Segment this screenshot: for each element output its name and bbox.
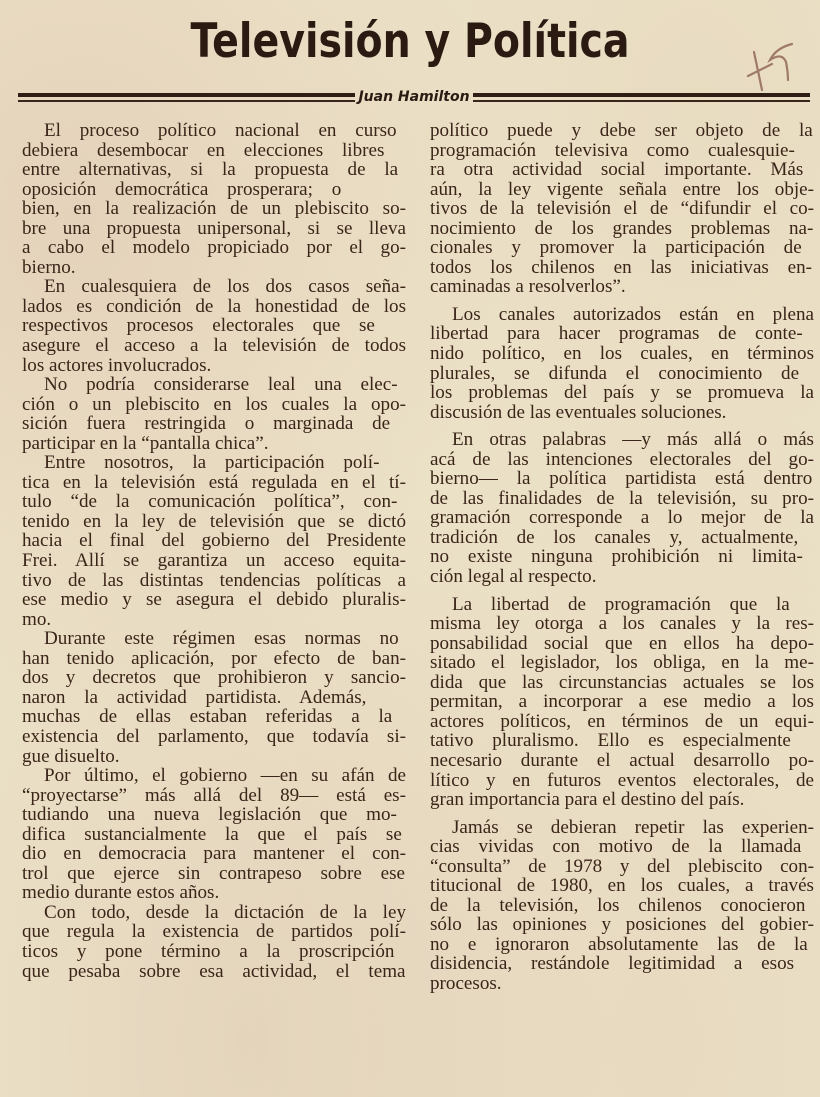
text-line <box>22 903 406 923</box>
text-line <box>430 277 814 297</box>
text-line-content: medio durante estos años. <box>22 883 220 903</box>
text-line-content: lítico y en futuros eventos electorales, de <box>430 770 814 791</box>
text-line <box>430 160 814 180</box>
text-line <box>22 707 406 727</box>
text-line <box>22 531 406 551</box>
text-line-content: gue disuelto. <box>22 746 120 767</box>
text-line <box>430 238 814 258</box>
text-line-content: tica en la televisión está regulada en el tí- <box>22 472 406 493</box>
byline-rule-right <box>473 92 810 102</box>
text-line-content: En cualesquiera de los dos casos seña- <box>44 277 406 297</box>
article-paragraph <box>22 277 406 375</box>
text-line-content: respectivos procesos electorales que se <box>22 316 375 337</box>
text-line-content: muchas de ellas estaban referidas a la <box>22 707 393 727</box>
text-line-content: sólo las opiniones y posiciones del gobier- <box>430 915 814 935</box>
text-line-content: tativo pluralismo. Ello es especialmente <box>430 731 791 751</box>
text-line <box>430 857 814 877</box>
text-line-content: “proyectarse” más allá del 89— está es- <box>22 785 406 806</box>
text-line <box>430 673 814 693</box>
text-line <box>430 896 814 916</box>
byline-rule-left <box>18 92 355 102</box>
text-line-content: bre una propuesta unipersonal, si se lleva <box>22 218 406 239</box>
text-line <box>22 121 406 141</box>
text-line <box>22 434 406 454</box>
text-line <box>22 629 406 649</box>
text-line-content: tudiando una nueva legislación que mo- <box>22 805 397 825</box>
text-line-content: no e ignoraron absolutamente las de la <box>430 934 808 955</box>
text-line <box>22 649 406 669</box>
byline-row <box>18 86 810 108</box>
text-line-content: debiera desembocar en elecciones libres <box>22 140 385 161</box>
text-line <box>22 786 406 806</box>
text-line-content: nocimiento de los grandes problemas na- <box>430 218 814 239</box>
article-headline: Televisión y Política <box>190 14 630 69</box>
article-paragraph <box>22 629 406 766</box>
text-line <box>22 375 406 395</box>
text-line <box>22 512 406 532</box>
text-line-content: ese medio y se asegura el debido pluralis- <box>22 590 406 610</box>
text-line-content: permitan, a incorporar a ese medio a los <box>430 692 814 712</box>
text-line-content: tulo “de la comunicación política”, con- <box>22 492 398 512</box>
text-line <box>430 935 814 955</box>
text-line-content: naron la actividad partidista. Además, <box>22 687 367 708</box>
text-line <box>430 219 814 239</box>
text-line <box>430 489 814 509</box>
text-line <box>22 610 406 630</box>
text-line-content: misma ley otorga a los canales y la res- <box>430 614 814 634</box>
text-line <box>22 571 406 591</box>
text-line-content: cias vividas con motivo de la llamada <box>430 837 802 857</box>
text-line-content: político puede y debe ser objeto de la <box>430 121 813 141</box>
text-line-content: existencia del parlamento, que todavía si- <box>22 726 406 747</box>
text-line <box>22 825 406 845</box>
text-line <box>430 344 814 364</box>
article-paragraph <box>22 766 406 903</box>
text-line <box>22 962 406 982</box>
text-line <box>430 547 814 567</box>
text-line <box>22 766 406 786</box>
text-line-content: programación televisiva como cualesquie- <box>430 140 795 161</box>
text-line <box>430 199 814 219</box>
text-line <box>22 199 406 219</box>
text-line <box>430 567 814 587</box>
text-line <box>22 864 406 884</box>
text-line-content: ponsabilidad social que en ellos ha depo- <box>430 633 814 654</box>
text-line-content: Con todo, desde la dictación de la ley <box>44 902 406 923</box>
text-line-content: Por último, el gobierno —en su afán de <box>44 766 406 786</box>
text-line-content: los actores involucrados. <box>22 355 212 376</box>
text-line-content: mo. <box>22 609 52 630</box>
text-line <box>430 430 814 450</box>
text-line-content: tenido en la ley de televisión que se dictó <box>22 511 406 532</box>
text-line-content: gran importancia para el destino del país. <box>430 790 745 810</box>
text-line-content: hacia el final del gobierno del Presidente <box>22 531 406 552</box>
text-line <box>430 915 814 935</box>
text-line <box>22 590 406 610</box>
text-line-content: bierno— la política partidista está dentro <box>430 469 813 489</box>
text-line-content: Los canales autorizados están en plena <box>452 304 814 325</box>
text-line <box>22 414 406 434</box>
text-line-content: dio en democracia para mantener el con- <box>22 844 406 864</box>
text-line <box>430 974 814 994</box>
text-line <box>430 528 814 548</box>
text-line-content: participar en la “pantalla chica”. <box>22 433 269 454</box>
text-line-content: Jamás se debieran repetir las experien- <box>452 817 814 838</box>
text-line-content: ción o un plebiscito en los cuales la opo- <box>22 394 406 415</box>
text-line <box>430 751 814 771</box>
text-line-content: trol que ejerce sin contrapeso sobre ese <box>22 863 406 884</box>
text-line <box>430 403 814 423</box>
text-line-content: acá de las intenciones electorales del go- <box>430 449 814 470</box>
text-line <box>430 818 814 838</box>
text-line <box>22 805 406 825</box>
handwritten-annotation-mark <box>740 40 800 92</box>
text-line-content: asegure el acceso a la televisión de todos <box>22 336 406 356</box>
text-line-content: tivos de la televisión el de “difundir el co- <box>430 199 814 219</box>
text-line <box>22 160 406 180</box>
text-line <box>22 942 406 962</box>
text-line <box>22 922 406 942</box>
text-line <box>22 668 406 688</box>
text-line <box>22 238 406 258</box>
text-line-content: Durante este régimen esas normas no <box>44 629 399 649</box>
article-column-right <box>430 121 814 994</box>
text-line <box>22 141 406 161</box>
text-line <box>430 837 814 857</box>
text-line-content: entre alternativas, si la propuesta de la <box>22 160 399 180</box>
text-line-content: sición fuera restringida o marginada de <box>22 414 391 434</box>
text-line-content: todos los chilenos en las iniciativas en- <box>430 257 813 278</box>
text-line <box>22 551 406 571</box>
text-line <box>22 277 406 297</box>
text-line-content: actores políticos, en términos de un equi- <box>430 711 814 732</box>
text-line <box>430 508 814 528</box>
text-line <box>22 219 406 239</box>
text-line <box>430 469 814 489</box>
text-line <box>430 258 814 278</box>
text-line <box>430 876 814 896</box>
text-line <box>22 453 406 473</box>
text-line <box>430 790 814 810</box>
text-line <box>430 450 814 470</box>
text-line <box>430 954 814 974</box>
text-line-content: sitado el legislador, los obliga, en la me- <box>430 653 814 673</box>
text-line <box>430 383 814 403</box>
text-line-content: Entre nosotros, la participación polí- <box>44 453 380 473</box>
text-line <box>430 712 814 732</box>
text-line <box>430 324 814 344</box>
article-paragraph <box>430 818 814 994</box>
text-line-content: El proceso político nacional en curso <box>44 121 397 141</box>
text-line <box>22 492 406 512</box>
text-line-content: lados es condición de la honestidad de los <box>22 296 406 317</box>
text-line-content: bien, en la realización de un plebiscito so- <box>22 199 406 219</box>
text-line-content: “consulta” de 1978 y del plebiscito con- <box>430 856 814 877</box>
text-line <box>430 595 814 615</box>
text-line-content: dos y decretos que prohibieron y sancio- <box>22 668 406 688</box>
text-line <box>22 356 406 376</box>
article-paragraph <box>22 121 406 277</box>
text-line-content: tivo de las distintas tendencias políticas a <box>22 570 406 591</box>
text-line <box>430 692 814 712</box>
text-line <box>22 727 406 747</box>
text-line-content: no existe ninguna prohibición ni limita- <box>430 547 803 568</box>
article-paragraph <box>22 453 406 629</box>
text-line-content: discusión de las eventuales soluciones. <box>430 402 727 423</box>
text-line-content: de las finalidades de la televisión, su pro- <box>430 488 814 509</box>
text-line <box>22 336 406 356</box>
text-line <box>22 883 406 903</box>
text-line-content: necesario durante el actual desarrollo po- <box>430 750 814 771</box>
text-line-content: a cabo el modelo propiciado por el go- <box>22 238 406 258</box>
article-paragraph <box>430 430 814 586</box>
text-line <box>430 121 814 141</box>
text-line <box>22 258 406 278</box>
text-line-content: La libertad de programación que la <box>452 594 790 615</box>
text-line <box>430 180 814 200</box>
text-line-content: bierno. <box>22 257 76 278</box>
text-line <box>430 771 814 791</box>
article-paragraph <box>430 595 814 810</box>
text-line-content: procesos. <box>430 973 502 994</box>
text-line <box>430 731 814 751</box>
text-line-content: plurales, se difunda el conocimiento de <box>430 363 800 384</box>
author-byline: Juan Hamilton <box>358 89 470 105</box>
article-paragraph <box>430 121 814 297</box>
text-line-content: ra otra actividad social importante. Más <box>430 160 804 180</box>
text-line <box>22 395 406 415</box>
text-line-content: cionales y promover la participación de <box>430 238 802 258</box>
text-line-content: aún, la ley vigente señala entre los obje- <box>430 179 814 200</box>
text-line <box>430 653 814 673</box>
text-line <box>22 316 406 336</box>
text-line-content: nido político, en los cuales, en términos <box>430 344 814 364</box>
text-line <box>430 305 814 325</box>
text-line <box>430 614 814 634</box>
text-line <box>22 297 406 317</box>
article-paragraph <box>22 903 406 981</box>
text-line-content: que pesaba sobre esa actividad, el tema <box>22 961 406 982</box>
text-line-content: titucional de 1980, en los cuales, a través <box>430 876 814 896</box>
text-line-content: ción legal al respecto. <box>430 567 597 587</box>
text-line <box>430 634 814 654</box>
text-line-content: ticos y pone término a la proscripción <box>22 941 395 962</box>
text-line-content: difica sustancialmente la que el país se <box>22 824 402 845</box>
text-line <box>22 844 406 864</box>
article-column-left <box>22 121 406 981</box>
text-line-content: Frei. Allí se garantiza un acceso equita- <box>22 551 406 571</box>
text-line-content: libertad para hacer programas de conte- <box>430 324 803 345</box>
text-line-content: los problemas del país y se promueva la <box>430 383 814 403</box>
text-line-content: disidencia, restándole legitimidad a esos <box>430 954 795 974</box>
text-line-content: No podría considerarse leal una elec- <box>44 375 398 395</box>
text-line-content: dida que las circunstancias actuales se los <box>430 672 814 693</box>
text-line <box>430 364 814 384</box>
text-line-content: caminadas a resolverlos”. <box>430 277 626 297</box>
text-line-content: tradición de los canales y, actualmente, <box>430 527 799 548</box>
text-line <box>430 141 814 161</box>
text-line <box>22 747 406 767</box>
text-line-content: de la televisión, los chilenos conocieron <box>430 895 806 916</box>
text-line <box>22 180 406 200</box>
text-line-content: han tenido aplicación, por efecto de ban- <box>22 648 406 669</box>
text-line-content: que regula la existencia de partidos polí- <box>22 922 406 942</box>
text-line <box>22 473 406 493</box>
text-line-content: oposición democrática prosperara; o <box>22 179 342 200</box>
text-line <box>22 688 406 708</box>
text-line-content: gramación corresponde a lo mejor de la <box>430 508 814 528</box>
text-line-content: En otras palabras —y más allá o más <box>452 430 814 450</box>
article-paragraph <box>430 305 814 422</box>
article-paragraph <box>22 375 406 453</box>
